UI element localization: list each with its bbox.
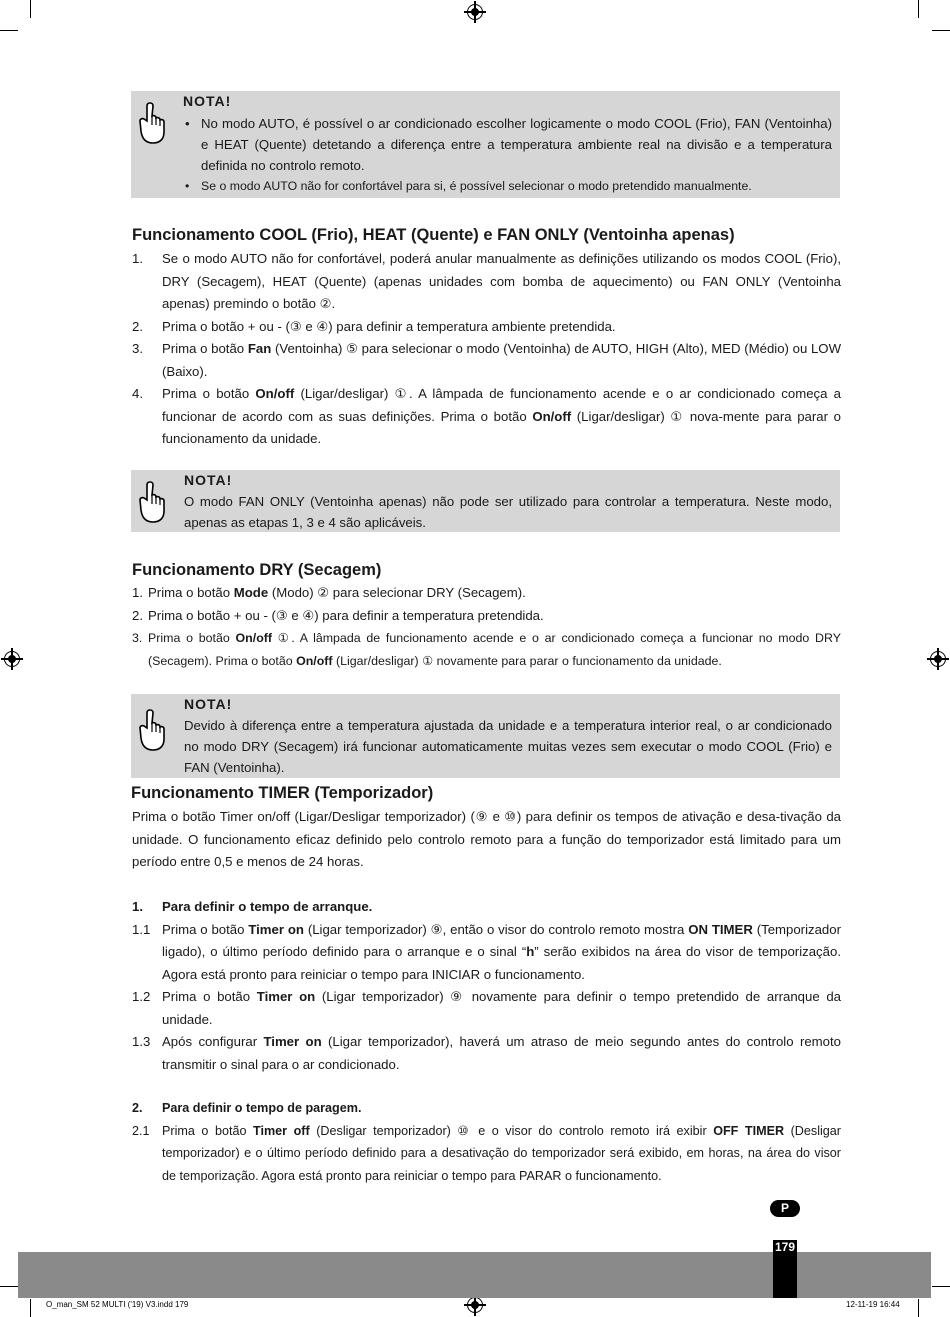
item-text: Prima o botão Timer on (Ligar temporizador) ⑨, então o visor do controlo remoto mostra ON TIMER (Temporizador ligado), o último período definido para o arranque e o sinal “h” serão exibidos na área do visor de temporização. Agora está pronto para reiniciar o tempo para INICIAR o funcionamento. — [162, 921, 841, 982]
section-heading: Funcionamento TIMER (Temporizador) — [131, 784, 434, 802]
item-number: 3. — [132, 631, 143, 645]
item-text: Após configurar Timer on (Ligar temporizador), haverá um atraso de meio segundo antes do controlo remoto transmitir o sinal para o ar condicionado. — [162, 1034, 841, 1072]
timer-start-list — [132, 896, 841, 1076]
item-text: Prima o botão Timer on (Ligar temporizador) ⑨ novamente para definir o tempo pretendido de arranque da unidade. — [162, 989, 841, 1027]
crop-mark — [932, 1286, 950, 1287]
list-item — [132, 627, 841, 672]
item-number: 1. — [132, 899, 143, 914]
pointing-hand-icon — [137, 101, 167, 145]
list-item — [132, 582, 841, 605]
item-number: 2. — [132, 1101, 143, 1115]
page-number — [773, 1240, 797, 1298]
list-item — [132, 316, 841, 339]
pointing-hand-icon — [137, 708, 167, 752]
slug-timestamp: 12-11-19 16:44 — [846, 1300, 900, 1309]
list-item — [132, 248, 841, 316]
item-text: Prima o botão Timer off (Desligar temporizador) ⑩ e o visor do controlo remoto irá exibir OFF TIMER (Desligar temporizador) e o último período definido para a desativação do temporizador será exibido, em horas, na área do visor de temporização. Agora está pronto para reiniciar o tempo para PARAR o funcionamento. — [162, 1123, 841, 1183]
page-number-text: 179 — [774, 1240, 796, 1254]
crop-mark — [30, 1299, 31, 1317]
crop-mark — [0, 1286, 18, 1287]
item-text: Prima o botão + ou - (③ e ④) para definir a temperatura ambiente pretendida. — [162, 318, 616, 334]
subsection-title — [132, 896, 841, 919]
slug-filename: O_man_SM 52 MULTI ('19) V3.indd 179 — [46, 1300, 189, 1309]
registration-mark-icon — [467, 1297, 483, 1313]
section-heading: Funcionamento COOL (Frio), HEAT (Quente) e FAN ONLY (Ventoinha apenas) — [132, 226, 735, 244]
note-box — [131, 91, 840, 198]
item-number: 1. — [132, 585, 143, 600]
note-box — [131, 470, 840, 532]
item-text: Para definir o tempo de paragem. — [162, 1101, 362, 1115]
note-text: Devido à diferença entre a temperatura ajustada da unidade e a temperatura interior real, o ar condicionado no modo DRY (Secagem) irá funcionar automaticamente muitas vezes sem executar o modo COOL (Frio) e FAN (Ventoinha). — [184, 718, 832, 775]
item-text: Prima o botão Fan (Ventoinha) ⑤ para selecionar o modo (Ventoinha) de AUTO, HIGH (Alto), MED (Médio) ou LOW (Baixo). — [162, 341, 842, 379]
pointing-hand-icon — [137, 480, 167, 524]
note-bullets — [183, 113, 832, 197]
numbered-list — [132, 248, 841, 451]
list-item — [132, 1120, 841, 1188]
note-title: NOTA! — [184, 472, 233, 488]
item-number: 1.1 — [132, 921, 151, 937]
item-text: Prima o botão On/off (Ligar/desligar) ①. A lâmpada de funcionamento acende e o ar condicionado começa a funcionar de acordo com as suas definições. Prima o botão On/off (Ligar/desligar) ① nova-mente para parar o funcionamento da unidade. — [162, 386, 841, 446]
language-badge: P — [770, 1200, 800, 1217]
timer-stop-list — [132, 1097, 841, 1187]
section-heading: Funcionamento DRY (Secagem) — [132, 561, 382, 579]
registration-mark-icon — [467, 4, 483, 20]
list-item — [132, 383, 841, 451]
item-text: Para definir o tempo de arranque. — [162, 899, 373, 914]
list-item — [132, 338, 841, 383]
registration-mark-icon — [930, 651, 946, 667]
note-bullet: • No modo AUTO, é possível o ar condicionado escolher logicamente o modo COOL (Frio), FAN (Ventoinha) e HEAT (Quente) detetando a diferença entre a temperatura ambiente real na divisão e a temperatura definida no controlo remoto. — [183, 113, 832, 176]
section-intro: Prima o botão Timer on/off (Ligar/Desligar temporizador) (⑨ e ⑩) para definir os tempos de ativação e desa-tivação da unidade. O funcionamento eficaz definido pelo controlo remoto para a função do temporizador está limitado para um período entre 0,5 e menos de 24 horas. — [132, 809, 841, 869]
item-number: 2. — [132, 318, 143, 334]
item-text: Prima o botão On/off ①. A lâmpada de funcionamento acende e o ar condicionado começa a funcionar no modo DRY (Secagem). Prima o botão On/off (Ligar/desligar) ① novamente para parar o funcionamento da unidade. — [148, 631, 841, 668]
item-number: 4. — [132, 386, 143, 401]
item-text: Se o modo AUTO não for confortável, poderá anular manualmente as definições utilizando os modos COOL (Frio), DRY (Secagem), HEAT (Quente) (apenas unidades com bomba de aquecimento) ou FAN ONLY (Ventoinha apenas) premindo o botão ②. — [162, 251, 841, 311]
list-item — [132, 605, 841, 628]
item-number: 3. — [132, 341, 143, 356]
note-text: O modo FAN ONLY (Ventoinha apenas) não pode ser utilizado para controlar a temperatura. Neste modo, apenas as etapas 1, 3 e 4 são aplicáveis. — [184, 494, 832, 530]
crop-mark — [918, 1299, 919, 1317]
item-number: 1. — [132, 251, 143, 266]
list-item — [132, 1031, 841, 1076]
numbered-list — [132, 582, 841, 672]
item-text: Prima o botão Mode (Modo) ② para selecionar DRY (Secagem). — [148, 585, 526, 600]
crop-mark — [918, 0, 919, 18]
item-text: Prima o botão + ou - (③ e ④) para definir a temperatura pretendida. — [148, 607, 544, 623]
crop-mark — [30, 0, 31, 18]
note-bullet: • Se o modo AUTO não for confortável para si, é possível selecionar o modo pretendido manualmente. — [183, 176, 832, 197]
subsection-title — [132, 1097, 841, 1120]
crop-mark — [0, 30, 18, 31]
list-item — [132, 919, 841, 987]
crop-mark — [932, 30, 950, 31]
item-number: 2. — [132, 607, 143, 623]
item-number: 1.2 — [132, 989, 151, 1004]
note-title: NOTA! — [184, 696, 233, 712]
item-number: 2.1 — [132, 1123, 150, 1138]
registration-mark-icon — [4, 651, 20, 667]
item-number: 1.3 — [132, 1034, 151, 1049]
note-title: NOTA! — [183, 93, 232, 109]
list-item — [132, 986, 841, 1031]
note-box — [131, 694, 840, 778]
